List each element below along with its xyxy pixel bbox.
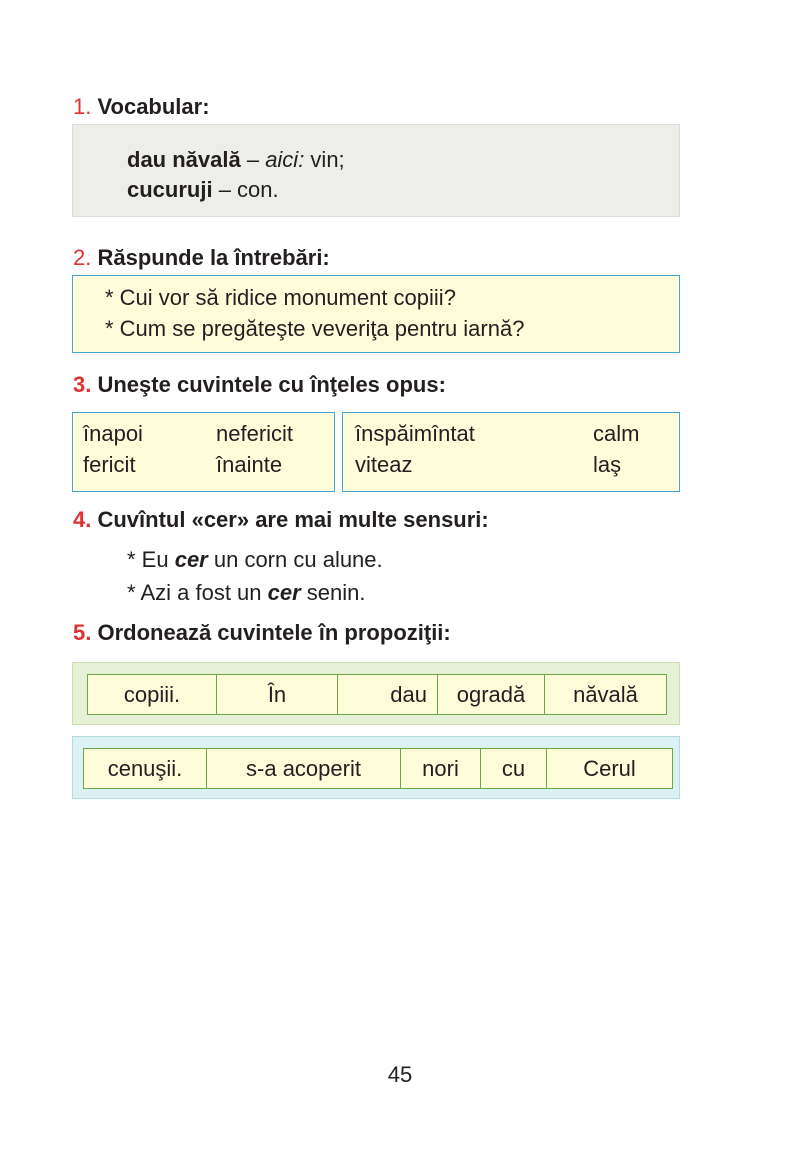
example-sentence bbox=[127, 580, 366, 606]
word: înapoi bbox=[83, 421, 143, 446]
word-card: Cerul bbox=[583, 755, 636, 781]
word-cards-row-1 bbox=[87, 674, 667, 715]
exercise-2-title bbox=[73, 245, 330, 271]
word-card: cu bbox=[481, 749, 547, 788]
question-item: * Cui vor să ridice monument copiii? bbox=[105, 285, 456, 310]
word: nefericit bbox=[216, 421, 294, 446]
word: laş bbox=[593, 452, 622, 477]
word-card: copiii. bbox=[88, 675, 217, 714]
exercise-number: 1. bbox=[73, 94, 92, 119]
exercise-number: 3. bbox=[73, 372, 92, 397]
word-card: cenuşii. bbox=[84, 749, 207, 788]
questions-box bbox=[72, 275, 680, 353]
word-card: s-a acoperit bbox=[207, 749, 401, 788]
word-card: năvală bbox=[573, 681, 638, 707]
vocabulary-entry bbox=[127, 177, 279, 203]
highlighted-word: cer bbox=[267, 580, 301, 605]
sentence-start: * Eu bbox=[127, 547, 175, 572]
exercise-number: 2. bbox=[73, 245, 92, 270]
word-card: În bbox=[217, 675, 338, 714]
vocabulary-box bbox=[72, 124, 680, 217]
dash: – bbox=[240, 147, 266, 172]
word: înainte bbox=[216, 452, 283, 477]
exercise-3-title bbox=[73, 372, 446, 398]
exercise-heading: Cuvîntul «cer» are mai multe sensuri: bbox=[97, 507, 489, 532]
vocabulary-term: cucuruji bbox=[127, 177, 213, 202]
vocabulary-definition: vin; bbox=[304, 147, 345, 172]
exercise-4-title bbox=[73, 507, 489, 533]
vocabulary-definition: con. bbox=[237, 177, 279, 202]
word-order-strip-1 bbox=[72, 662, 680, 725]
exercise-number: 4. bbox=[73, 507, 92, 532]
word: înspăimîntat bbox=[355, 421, 475, 446]
word: fericit bbox=[83, 452, 136, 477]
sentence-end: senin. bbox=[300, 580, 366, 605]
highlighted-word: cer bbox=[174, 547, 208, 572]
vocabulary-term: dau năvală bbox=[127, 147, 241, 172]
word-card: dau bbox=[338, 675, 438, 714]
exercise-number: 5. bbox=[73, 620, 92, 645]
exercise-heading: Ordonează cuvintele în propoziţii: bbox=[97, 620, 451, 645]
exercise-heading: Uneşte cuvintele cu înţeles opus: bbox=[97, 372, 446, 397]
sentence-end: un corn cu alune. bbox=[207, 547, 383, 572]
word: calm bbox=[593, 421, 640, 446]
sentence-start: * Azi a fost un bbox=[127, 580, 268, 605]
exercise-heading: Răspunde la întrebări: bbox=[97, 245, 330, 270]
vocabulary-entry bbox=[127, 147, 345, 173]
exercise-heading: Vocabular: bbox=[97, 94, 210, 119]
question-item: * Cum se pregăteşte veveriţa pentru iarnă? bbox=[105, 316, 525, 341]
word-card: ogradă bbox=[438, 675, 545, 714]
page-number: 45 bbox=[387, 1062, 413, 1087]
example-sentence bbox=[127, 547, 383, 573]
dash: – bbox=[212, 177, 238, 202]
word-cards-row-2 bbox=[83, 748, 673, 789]
word: viteaz bbox=[355, 452, 413, 477]
opposites-box-right bbox=[342, 412, 680, 492]
opposites-box-left bbox=[72, 412, 335, 492]
exercise-1-title bbox=[73, 94, 210, 120]
word-order-strip-2 bbox=[72, 736, 680, 799]
vocabulary-note: aici: bbox=[265, 147, 305, 172]
exercise-5-title bbox=[73, 620, 451, 646]
word-card: nori bbox=[401, 749, 481, 788]
